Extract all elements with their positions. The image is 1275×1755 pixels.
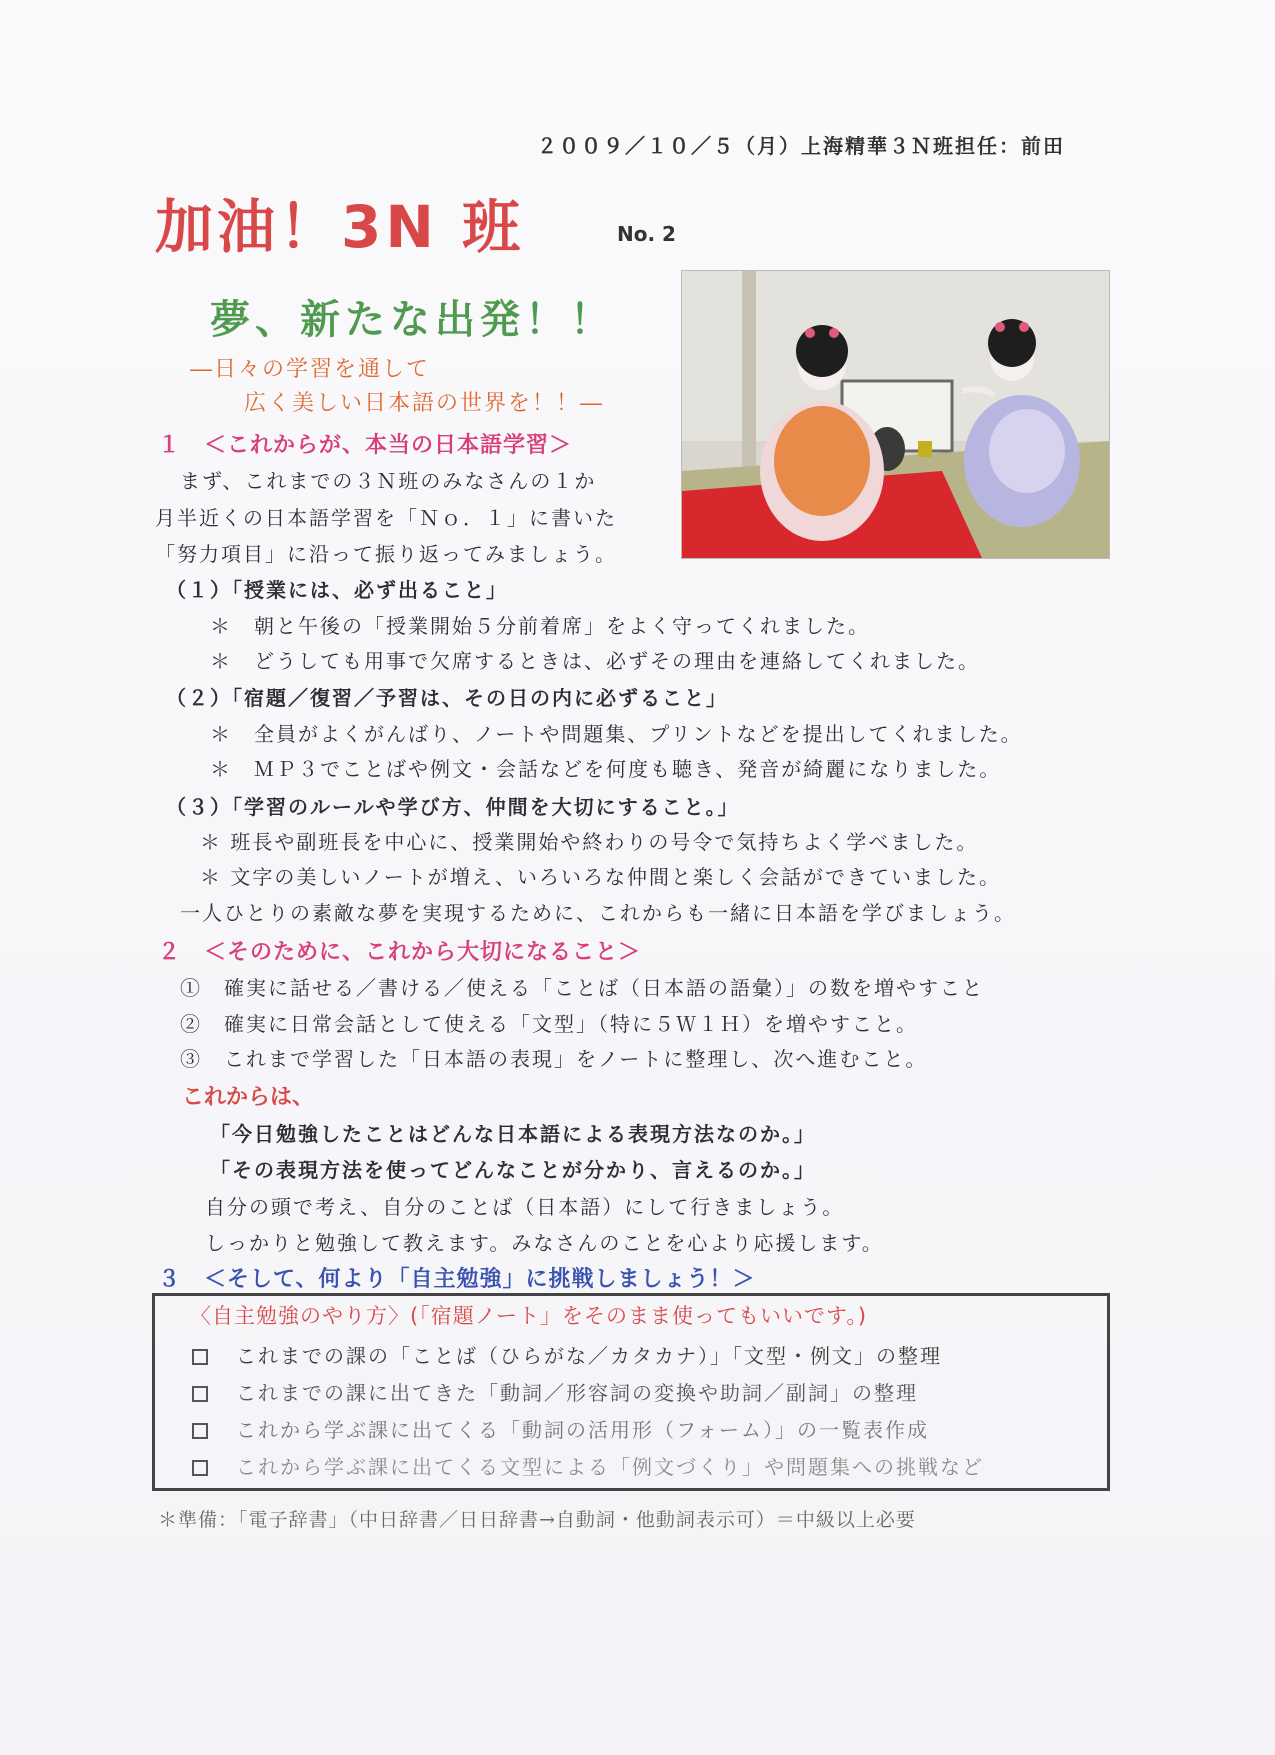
task-label: これまでの課の「ことば（ひらがな／カタカナ）」「文型・例文」の整理 [236,1344,942,1368]
task-item [192,1340,942,1369]
item3-heading: （３）「学習のルールや学び方、仲間を大切にすること。」 [166,795,740,819]
item3-bullet: ＊ 文字の美しいノートが増え、いろいろな仲間と楽しく会話ができていました。 [200,865,1001,889]
item3-bullet: ＊ 班長や副班長を中心に、授業開始や終わりの号令で気持ちよく学べました。 [200,830,979,854]
section2-heading: ２ ＜そのために、これから大切になること＞ [158,940,642,965]
section1-para-line: まず、これまでの３Ｎ班のみなさんの１か [180,469,597,493]
section1-para-line: 「努力項目」に沿って振り返ってみましょう。 [155,542,617,566]
task-label: これまでの課に出てきた「動詞／形容詞の変換や助詞／副詞」の整理 [236,1381,918,1405]
section2-point: ① 確実に話せる／書ける／使える「ことば（日本語の語彙）」の数を増やすこと [180,976,984,1000]
item2-bullet: ＊ ＭＰ３でことばや例文・会話などを何度も聴き、発音が綺麗になりました。 [210,757,1002,781]
section2-point: ② 確実に日常会話として使える「文型」（特に５Ｗ１Ｈ）を増やすこと。 [180,1012,918,1036]
item1-bullet: ＊ どうしても用事で欠席するときは、必ずその理由を連絡してくれました。 [210,649,980,673]
item2-heading: （２）「宿題／復習／予習は、その日の内に必ずること」 [166,686,728,710]
tagline-2: 広く美しい日本語の世界を！！― [244,391,605,416]
date-line: ２００９／１０／５（月）上海精華３Ｎ班担任：前田 [537,134,1065,158]
tagline-1: ―日々の学習を通して [190,357,431,382]
section2-point: ③ これまで学習した「日本語の表現」をノートに整理し、次へ進むこと。 [180,1047,928,1071]
checkbox[interactable] [192,1386,208,1402]
newsletter-title: 加油！3N 班 [155,193,525,261]
task-label: これから学ぶ課に出てくる「動詞の活用形（フォーム）」の一覧表作成 [236,1418,929,1442]
from-now-label: これからは、 [182,1085,315,1110]
self-study-box-title: 〈自主勉強のやり方〉(「宿題ノート」をそのまま使ってもいいです。) [190,1304,868,1328]
maiko-photo [681,270,1110,559]
checkbox[interactable] [192,1460,208,1476]
issue-number: No. 2 [617,222,676,246]
checkbox[interactable] [192,1423,208,1439]
item2-bullet: ＊ 全員がよくがんばり、ノートや問題集、プリントなどを提出してくれました。 [210,722,1023,746]
section2-line: しっかりと勉強して教えます。みなさんのことを心より応援します。 [205,1231,884,1255]
item1-bullet: ＊ 朝と午後の「授業開始５分前着席」をよく守ってくれました。 [210,614,870,638]
section1-heading: １ ＜これからが、本当の日本語学習＞ [158,433,573,458]
task-item [192,1414,929,1443]
checkbox[interactable] [192,1349,208,1365]
item1-heading: （１）「授業には、必ず出ること」 [166,578,508,602]
quote-line: 「今日勉強したことはどんな日本語による表現方法なのか。」 [210,1122,816,1146]
task-item [192,1377,918,1406]
section2-line: 自分の頭で考え、自分のことば（日本語）にして行きましょう。 [205,1195,845,1219]
quote-line: 「その表現方法を使ってどんなことが分かり、言えるのか。」 [210,1158,816,1182]
section1-closing: 一人ひとりの素敵な夢を実現するために、これからも一緒に日本語を学びましょう。 [180,901,1016,925]
slogan: 夢、新たな出発！！ [210,297,615,343]
task-item [192,1451,984,1480]
section3-heading: ３ ＜そして、何より「自主勉強」に挑戦しましょう！＞ [158,1267,756,1292]
section1-para-line: 月半近くの日本語学習を「Ｎｏ．１」に書いた [155,506,617,530]
footnote: ＊準備：「電子辞書」（中日辞書／日日辞書→自動詞・他動詞表示可）＝中級以上必要 [158,1509,916,1531]
task-label: これから学ぶ課に出てくる文型による「例文づくり」や問題集への挑戦など [236,1455,984,1479]
